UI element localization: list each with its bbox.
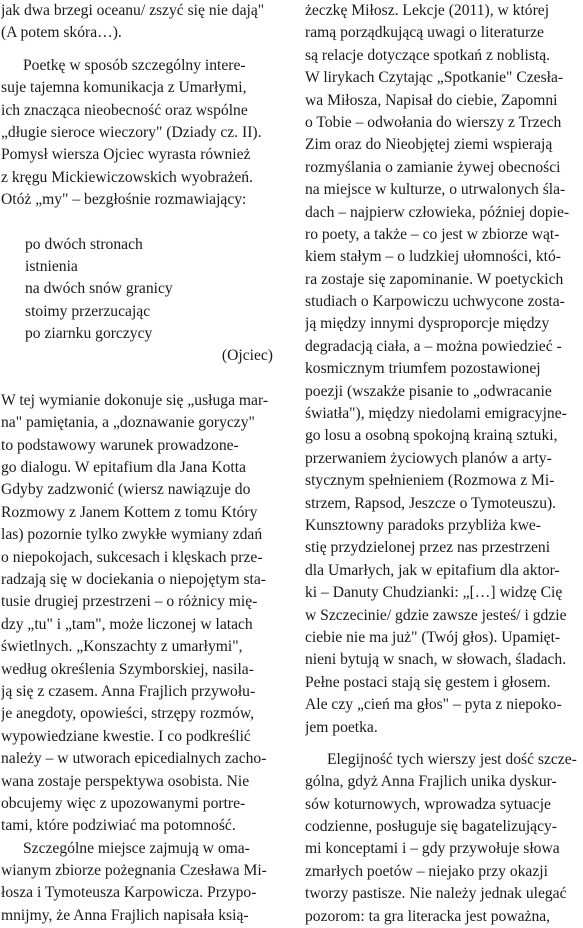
text-line: obcujemy więc z upozowanymi portre- [1, 794, 246, 812]
text-line: ją między innymi dysproporcje między [305, 315, 550, 333]
text-line: jem poetka. [305, 718, 378, 736]
text-line: dach – najpierw człowieka, później dopie- [305, 203, 570, 221]
paragraph-spacer [305, 739, 579, 749]
text-line: tusie drugiej przestrzeni – o różnicy mię- [1, 593, 258, 611]
text-line: należy – w utworach epicedialnych zacho- [1, 750, 267, 768]
text-line: wypowiedziane kwestie. I co podkreślić [1, 727, 251, 745]
text-line: Otóż „my" – bezgłośnie rozmawiający: [1, 191, 247, 209]
text-line: żeczkę Miłosz. Lekcje (2011), w której [305, 2, 550, 19]
poem-line: na dwóch snów granicy [25, 280, 173, 298]
text-line: „długie sieroce wieczory" (Dziady cz. II). [1, 123, 262, 141]
text-line: przerwaniem życiowych planów a arty- [305, 449, 552, 467]
text-line: nieni bytują w snach, w słowach, śladach. [305, 651, 567, 669]
text-line: suje tajemna komunikacja z Umarłymi, [1, 79, 247, 97]
text-line: las) pozornie tylko zwykłe wymiany zdań [1, 526, 263, 544]
text-line: degradacją ciała, a – można powiedzieć - [305, 337, 562, 355]
paragraph-first-line: Szczególne miejsce zajmują w oma- [23, 839, 250, 857]
text-line: jak dwa brzegi oceanu/ zszyć się nie dają" [1, 2, 265, 19]
text-line: to podstawowy warunek prowadzone- [1, 436, 239, 454]
text-line: Rozmowy z Janem Kottem z tomu Który [1, 503, 258, 521]
text-line: stycznym spełnieniem (Rozmowa z Mi- [305, 472, 555, 490]
paragraph-spacer [1, 45, 275, 55]
text-line: wana zostaje perspektywa osobista. Nie [1, 772, 250, 790]
text-line: łosza i Tymoteusza Karpowicza. Przypo- [1, 884, 257, 902]
text-line: Kunsztowny paradoks przybliża kwe- [305, 516, 542, 534]
text-line: na miejsce w kulturze, o utrwalonych śla- [305, 181, 566, 199]
text-line: na" pamiętania, a „doznawanie goryczy" [1, 414, 255, 432]
text-line: mi konceptami i – gdy przywołuje słowa [305, 840, 560, 858]
text-line: wianym zbiorze pożegnania Czesława Mi- [1, 862, 267, 880]
text-column-left [1, 0, 275, 927]
text-line: go dialogu. W epitafium dla Jana Kotta [1, 459, 246, 477]
text-line: dla Umarłych, jak w epitafium dla aktor- [305, 561, 560, 579]
poem-line: istnienia [25, 257, 78, 275]
text-line: o Tobie – odwołania do wierszy z Trzech [305, 113, 562, 131]
text-line: Ale czy „cień ma głos" – pyta z niepoko- [305, 696, 562, 714]
text-line: ro poety, a także – co jest w zbiorze wąt- [305, 225, 560, 243]
text-line: według określenia Szymborskiej, nasila- [1, 660, 254, 678]
text-line: Gdyby zadzwonić (wiersz nawiązuje do [1, 481, 251, 499]
text-line: je anegdoty, opowieści, strzępy rozmów, [1, 705, 255, 723]
text-line: Pomysł wiersza Ojciec wyrasta również [1, 146, 251, 164]
text-line: go losu a osobną spokojną krainą sztuki, [305, 427, 558, 445]
text-line: (A potem skóra…). [1, 24, 122, 42]
text-line: kiem stałym – o ludzkiej ułomności, któ- [305, 248, 561, 266]
text-line: stię przydzielonej przez nas przestrzeni [305, 539, 551, 557]
text-column-right [305, 0, 579, 928]
text-line: zmarłych poetów – niejako przy okazji [305, 862, 548, 880]
text-line: są relacje dotyczące spotkań z noblistą. [305, 46, 551, 64]
text-line: ra zostaje się zapominanie. W poetyckich [305, 270, 564, 288]
text-line: ich znacząca nieobecność oraz wspólne [1, 101, 248, 119]
paragraph-first-line: Elegijność tych wierszy jest dość szcze- [327, 750, 577, 768]
paragraph-first-line: Poetkę w sposób szczególny intere- [23, 56, 246, 74]
text-line: kosmicznym triumfem pozostawionej [305, 360, 541, 378]
text-line: radzają się w dociekania o niepojętym sta- [1, 570, 266, 588]
text-line: o niepokojach, sukcesach i klęskach prze- [1, 548, 263, 566]
text-line: mnijmy, że Anna Frajlich napisała ksią- [1, 906, 249, 924]
text-line: świetlnych. „Konszachty z umarłymi", [1, 638, 243, 656]
text-line: poezji (wszakże pisanie to „odwracanie [305, 382, 552, 400]
paragraph-spacer [1, 212, 275, 234]
text-line: wa Miłosza, Napisał do ciebie, Zapomni [305, 91, 558, 109]
paragraph-spacer [1, 368, 275, 390]
text-line: tami, które podziwiać ma potomność. [1, 817, 236, 835]
text-line: pozorom: ta gra literacka jest poważna, [305, 907, 551, 925]
text-line: W tej wymianie dokonuje się „usługa mar- [1, 391, 269, 409]
text-line: światła"), między niedolami emigracyjne- [305, 405, 567, 423]
poem-line: po ziarnku gorczycy [25, 325, 153, 343]
text-line: codzienne, posługuje się bagatelizujący- [305, 818, 557, 836]
text-line: tworzy pastisze. Nie należy jednak ulegać [305, 885, 567, 903]
text-line: studiach o Karpowiczu uchwycone zosta- [305, 293, 565, 311]
poem-line: po dwóch stronach [25, 235, 143, 253]
text-line: ki – Danuty Chudzianki: „[…] widzę Cię [305, 584, 563, 602]
text-line: sów koturnowych, wprowadza sytuacje [305, 795, 551, 813]
poem-line: stoimy przerzucając [25, 302, 151, 320]
text-line: z kręgu Mickiewiczowskich wyobrażeń. [1, 168, 254, 186]
text-line: strzem, Rapsod, Jeszcze o Tymoteuszu). [305, 494, 557, 512]
text-line: ramą porządkującą uwagi o literaturze [305, 24, 544, 42]
text-line: w Szczecinie/ gdzie zawsze jesteś/ i gdzie [305, 606, 567, 624]
poem-source: (Ojciec) [221, 347, 273, 365]
text-line: ciebie nie ma już" (Twój głos). Upamięt- [305, 628, 561, 646]
text-line: Zim oraz do Nieobjętej ziemi wspierają [305, 136, 553, 154]
text-line: gólna, gdyż Anna Frajlich unika dyskur- [305, 773, 557, 791]
text-line: Pełne postaci stają się gestem i głosem. [305, 673, 551, 691]
text-line: W lirykach Czytając „Spotkanie" Czesła- [305, 69, 564, 87]
text-line: dzy „tu" i „tam", może liczonej w latach [1, 615, 253, 633]
text-line: ją się z czasem. Anna Frajlich przywołu- [1, 682, 256, 700]
text-line: rozmyślania o zamianie żywej obecności [305, 158, 561, 176]
